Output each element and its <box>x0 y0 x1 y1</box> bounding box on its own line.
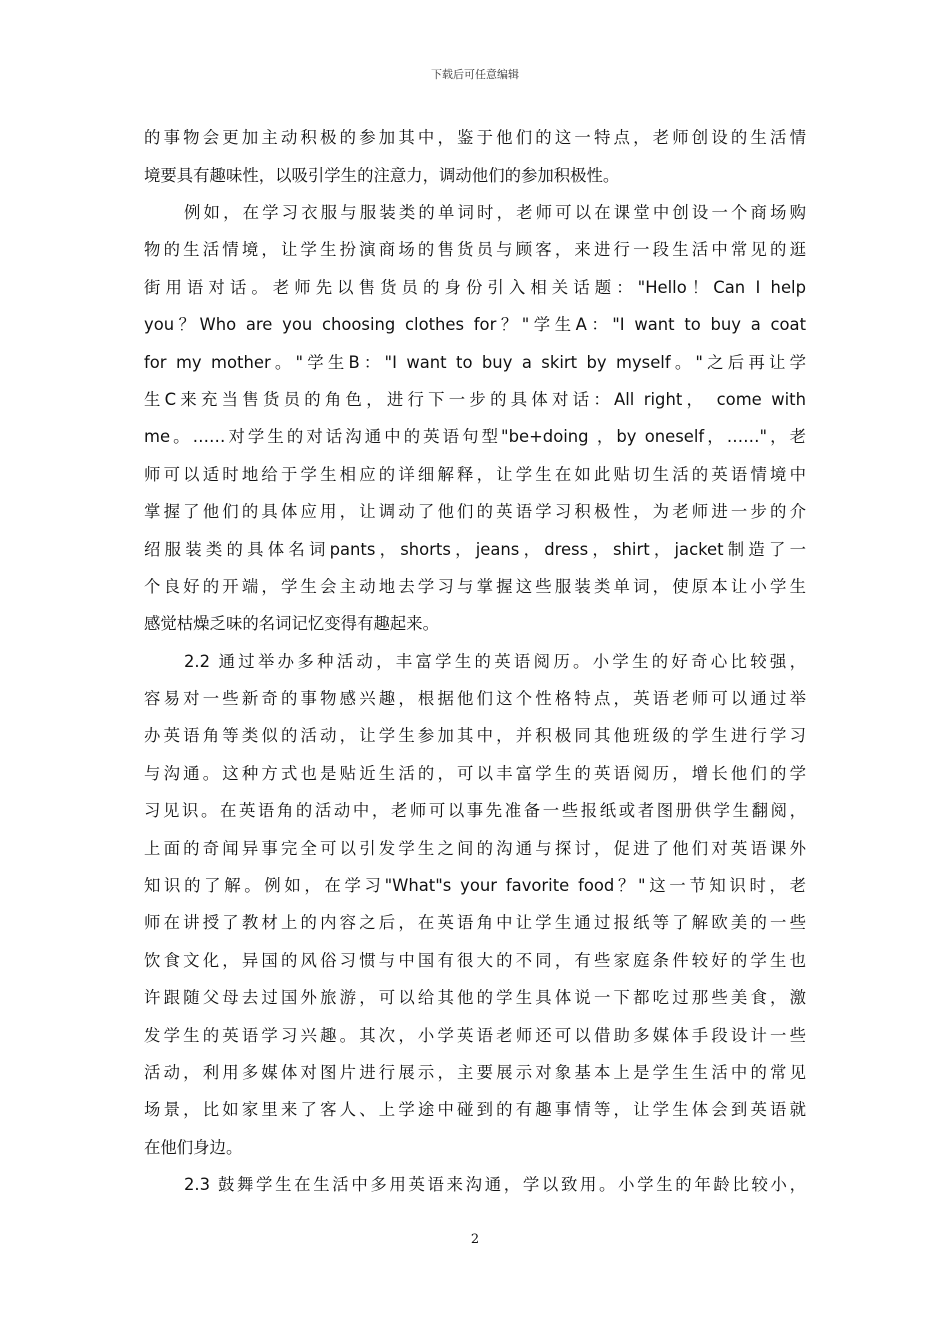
text-line: 绍服装类的具体名词pants，shorts，jeans，dress，shirt，jacket制造了一 <box>144 540 806 559</box>
text-line: 境要具有趣味性，以吸引学生的注意力，调动他们的参加积极性。 <box>144 166 620 185</box>
text-line: 饮食文化，异国的风俗习惯与中国有很大的不同，有些家庭条件较好的学生也 <box>144 951 806 970</box>
text-line: 习见识。在英语角的活动中，老师可以事先准备一些报纸或者图册供学生翻阅， <box>144 801 806 820</box>
text-line: 个良好的开端，学生会主动地去学习与掌握这些服装类单词，使原本让小学生 <box>144 577 806 596</box>
text-line: 许跟随父母去过国外旅游，可以给其他的学生具体说一下都吃过那些美食，激 <box>144 988 806 1007</box>
text-line: 师在讲授了教材上的内容之后，在英语角中让学生通过报纸等了解欧美的一些 <box>144 913 806 932</box>
text-line: 在他们身边。 <box>144 1138 243 1157</box>
page-number: 2 <box>470 1232 480 1247</box>
text-line: 2.2 通过举办多种活动，丰富学生的英语阅历。小学生的好奇心比较强， <box>184 652 806 671</box>
text-line: 街用语对话。老师先以售货员的身份引入相关话题："Hello！Can I help <box>144 278 806 297</box>
page-header: 下载后可任意编辑 <box>431 68 519 81</box>
text-line: 上面的奇闻异事完全可以引发学生之间的沟通与探讨，促进了他们对英语课外 <box>144 839 806 858</box>
text-line: 知识的了解。例如，在学习"What"s your favorite food？"这一节知识时，老 <box>144 876 806 895</box>
text-line: 2.3 鼓舞学生在生活中多用英语来沟通，学以致用。小学生的年龄比较小， <box>184 1175 806 1194</box>
text-line: 场景，比如家里来了客人、上学途中碰到的有趣事情等，让学生体会到英语就 <box>144 1100 806 1119</box>
text-line: for my mother。"学生B："I want to buy a skirt by myself。"之后再让学 <box>144 353 806 372</box>
text-line: 的事物会更加主动积极的参加其中，鉴于他们的这一特点，老师创设的生活情 <box>144 128 806 147</box>
text-line: 例如，在学习衣服与服装类的单词时，老师可以在课堂中创设一个商场购 <box>184 203 806 222</box>
text-line: 物的生活情境，让学生扮演商场的售货员与顾客，来进行一段生活中常见的逛 <box>144 240 806 259</box>
text-line: you？Who are you choosing clothes for？"学生A："I want to buy a coat <box>144 315 806 334</box>
text-line: 办英语角等类似的活动，让学生参加其中，并积极同其他班级的学生进行学习 <box>144 726 806 745</box>
text-line: 师可以适时地给于学生相应的详细解释，让学生在如此贴切生活的英语情境中 <box>144 465 806 484</box>
text-line: 容易对一些新奇的事物感兴趣，根据他们这个性格特点，英语老师可以通过举 <box>144 689 806 708</box>
text-line: 生C来充当售货员的角色，进行下一步的具体对话：All right， come with <box>144 390 806 409</box>
text-line: 掌握了他们的具体应用，让调动了他们的英语学习积极性，为老师进一步的介 <box>144 502 806 521</box>
text-line: 感觉枯燥乏味的名词记忆变得有趣起来。 <box>144 614 440 633</box>
text-line: 与沟通。这种方式也是贴近生活的，可以丰富学生的英语阅历，增长他们的学 <box>144 764 806 783</box>
text-line: 活动，利用多媒体对图片进行展示，主要展示对象基本上是学生生活中的常见 <box>144 1063 806 1082</box>
text-line: 发学生的英语学习兴趣。其次，小学英语老师还可以借助多媒体手段设计一些 <box>144 1026 806 1045</box>
text-line: me。……对学生的对话沟通中的英语句型"be+doing ，by oneself，……"，老 <box>144 427 806 446</box>
